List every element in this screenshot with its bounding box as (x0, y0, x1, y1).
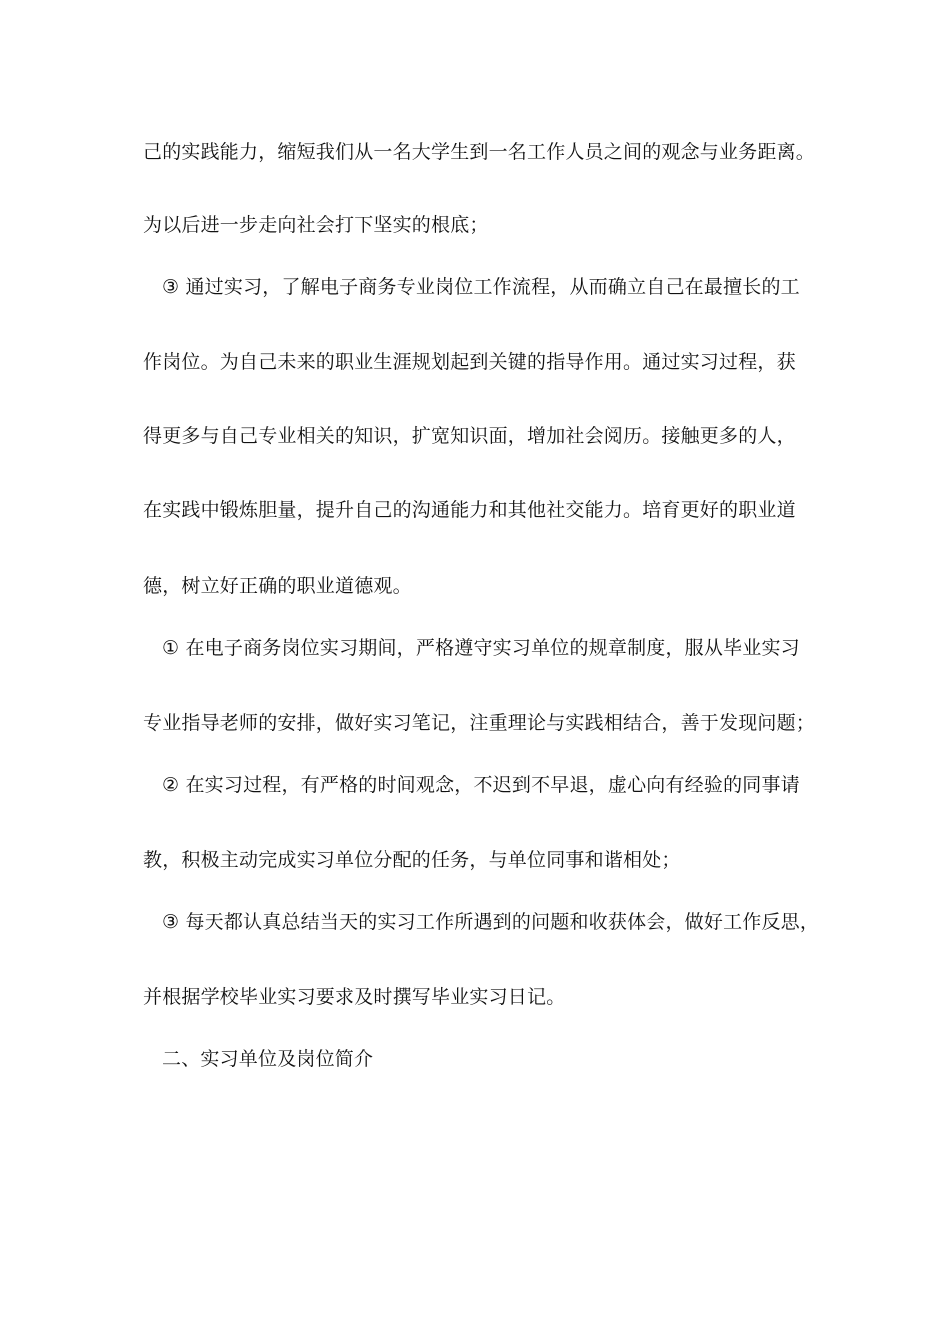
list-item-line: ③ 每天都认真总结当天的实习工作所遇到的问题和收获体会，做好工作反思， (162, 911, 820, 933)
section-heading: 二、实习单位及岗位简介 (162, 1048, 374, 1070)
body-text-line: 德，树立好正确的职业道德观。 (143, 575, 412, 597)
list-item-line: ③ 通过实习，了解电子商务专业岗位工作流程，从而确立自己在最擅长的工 (162, 276, 800, 298)
body-text-line: 专业指导老师的安排，做好实习笔记，注重理论与实践相结合，善于发现问题； (143, 712, 816, 734)
body-text-line: 并根据学校毕业实习要求及时撰写毕业实习日记。 (143, 986, 566, 1008)
body-text-line: 得更多与自己专业相关的知识，扩宽知识面，增加社会阅历。接触更多的人， (143, 425, 796, 447)
body-text-line: 在实践中锻炼胆量，提升自己的沟通能力和其他社交能力。培育更好的职业道 (143, 499, 796, 521)
list-item-line: ② 在实习过程，有严格的时间观念，不迟到不早退，虚心向有经验的同事请 (162, 774, 800, 796)
body-text-line: 作岗位。为自己未来的职业生涯规划起到关键的指导作用。通过实习过程，获 (143, 351, 796, 373)
body-text-line: 为以后进一步走向社会打下坚实的根底； (143, 214, 489, 236)
list-item-line: ① 在电子商务岗位实习期间，严格遵守实习单位的规章制度，服从毕业实习 (162, 637, 800, 659)
body-text-line: 教，积极主动完成实习单位分配的任务，与单位同事和谐相处； (143, 849, 681, 871)
body-text-line: 己的实践能力，缩短我们从一名大学生到一名工作人员之间的观念与业务距离。 (143, 141, 816, 163)
